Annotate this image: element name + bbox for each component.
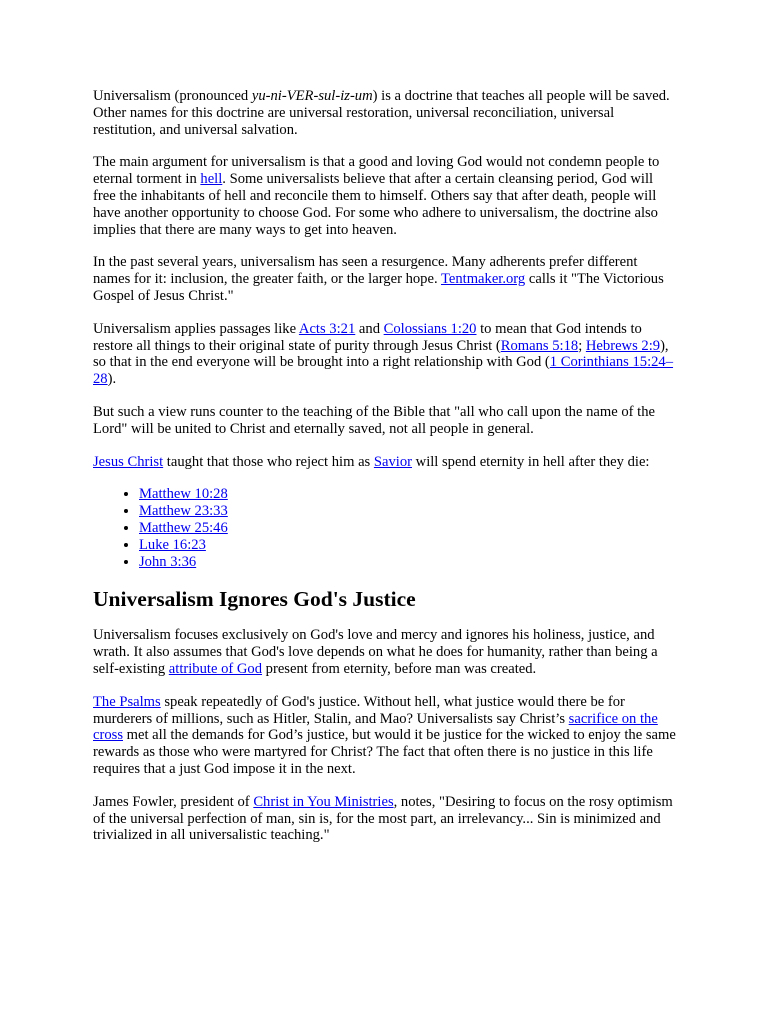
intro-text-start: Universalism (pronounced [93, 88, 252, 104]
passages-paragraph [93, 321, 676, 388]
intro-text-end: ) is a doctrine that teaches all people will be saved. Other names for this doctrine are universal restoration, universal reconciliation, universal restitution, and universal salvation. [93, 88, 670, 138]
argument-text-end: . Some universalists believe that after a certain cleansing period, God will free the inhabitants of hell and reconcile them to himself. Others say that after death, people will have another opportunity to choose God. For some who adhere to universalism, the doctrine also implies that there are many ways to get into heaven. [93, 171, 658, 238]
section-heading: Universalism Ignores God's Justice [93, 587, 416, 612]
passages-text-4: ; [578, 337, 586, 354]
justice-text-end: present from eternity, before man was created. [262, 660, 537, 677]
list-item [139, 537, 676, 554]
verse-link-matthew-23-33[interactable]: Matthew 23:33 [139, 503, 228, 520]
verse-link-luke-16-23[interactable]: Luke 16:23 [139, 536, 206, 553]
psalms-paragraph [93, 694, 676, 778]
list-item [139, 554, 676, 571]
passages-text-3: to mean that God intends to restore all things to their original state of purity through Jesus Christ ( [93, 320, 642, 354]
resurgence-text-start: In the past several years, universalism has seen a resurgence. Many adherents prefer different names for it: inclusion, the greater faith, or the larger hope. [93, 254, 638, 288]
list-item [139, 486, 676, 503]
argument-text-start: The main argument for universalism is that a good and loving God would not condemn people to eternal torment in [93, 154, 660, 188]
pronunciation: yu-ni-VER-sul-iz-um [251, 88, 373, 104]
psalms-link[interactable]: The Psalms [93, 693, 161, 710]
intro-paragraph [93, 88, 676, 138]
verse-link-john-3-36[interactable]: John 3:36 [139, 553, 197, 570]
verse-list [93, 486, 676, 570]
hell-link[interactable]: hell [200, 171, 223, 188]
resurgence-text-end: calls it "The Victorious Gospel of Jesus Christ." [93, 271, 664, 304]
savior-link[interactable]: Savior [373, 453, 412, 470]
passages-text-6: ). [107, 371, 117, 388]
counter-view-paragraph: But such a view runs counter to the teaching of the Bible that "all who call upon the name of the Lord" will be united to Christ and eternally saved, not all people in general. [93, 403, 655, 437]
hebrews-2-9-link[interactable]: Hebrews 2:9 [585, 337, 661, 354]
resurgence-paragraph [93, 254, 676, 304]
fowler-text-start: James Fowler, president of [93, 793, 254, 810]
romans-5-18-link[interactable]: Romans 5:18 [500, 337, 579, 354]
jesus-teaching-paragraph [93, 454, 676, 471]
list-item [139, 520, 676, 537]
psalms-text-1: speak repeatedly of God's justice. Without hell, what justice would there be for murderers of millions, such as Hitler, Stalin, and Mao? Universalists say Christ’s [93, 693, 625, 727]
jesus-christ-link[interactable]: Jesus Christ [93, 453, 164, 470]
psalms-text-2: met all the demands for God’s justice, but would it be justice for the wicked to enjoy the same rewards as those who were martyred for Christ? The fact that often there is no justice in this life requires that a just God impose it in the next. [93, 727, 676, 777]
acts-3-21-link[interactable]: Acts 3:21 [298, 320, 356, 337]
justice-text-start: Universalism focuses exclusively on God's love and mercy and ignores his holiness, justice, and wrath. It also assumes that God's love depends on what he does for humanity, rather than being a self-existing [93, 627, 658, 677]
passages-text-1: Universalism applies passages like [93, 320, 299, 337]
fowler-quote-paragraph [93, 794, 676, 844]
tentmaker-link[interactable]: Tentmaker.org [440, 271, 526, 288]
main-argument-paragraph [93, 154, 676, 238]
passages-text-5: ), so that in the end everyone will be brought into a right relationship with God ( [93, 337, 669, 371]
1-corinthians-15-24-link[interactable]: 1 Corinthians 15:24–28 [93, 354, 674, 388]
list-item [139, 503, 676, 520]
verse-link-matthew-10-28[interactable]: Matthew 10:28 [139, 486, 228, 503]
justice-paragraph [93, 627, 676, 677]
verse-link-matthew-25-46[interactable]: Matthew 25:46 [139, 519, 228, 536]
fowler-text-end: , notes, "Desiring to focus on the rosy optimism of the universal perfection of man, sin is, for the most part, an irrelevancy... Sin is minimized and trivialized in all universalistic teaching." [93, 793, 673, 844]
colossians-1-20-link[interactable]: Colossians 1:20 [383, 320, 477, 337]
teaching-text-2: will spend eternity in hell after they die: [412, 453, 650, 470]
teaching-text-1: taught that those who reject him as [163, 453, 374, 470]
attribute-of-god-link[interactable]: attribute of God [168, 660, 263, 677]
christ-in-you-ministries-link[interactable]: Christ in You Ministries [253, 793, 394, 810]
passages-text-2: and [355, 320, 384, 337]
sacrifice-on-the-cross-link[interactable]: sacrifice on the cross [93, 710, 658, 744]
